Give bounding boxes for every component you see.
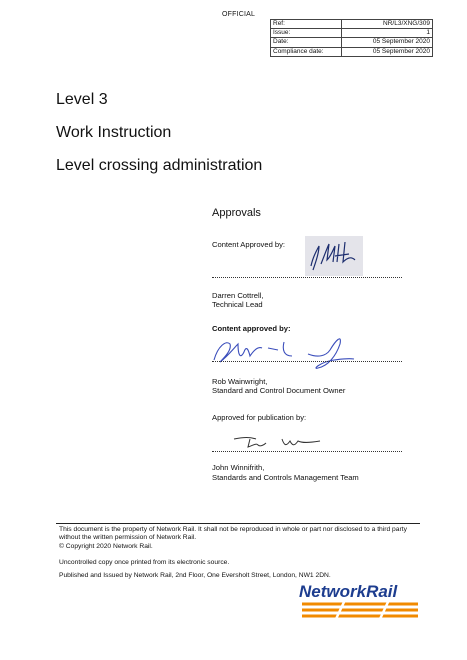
network-rail-logo-icon — [298, 580, 428, 620]
signature-line — [212, 277, 402, 278]
meta-value: 1 — [342, 29, 433, 38]
approver1-name: Darren Cottrell, — [212, 291, 264, 300]
meta-value: 05 September 2020 — [342, 38, 433, 47]
meta-row-date — [271, 38, 433, 47]
approver2-name: Rob Wainwright, — [212, 377, 268, 386]
document-type: Work Instruction — [56, 124, 172, 141]
approver2-role: Standard and Control Document Owner — [212, 386, 346, 395]
network-rail-logo — [298, 580, 428, 620]
meta-label: Compliance date: — [271, 47, 342, 56]
footer-rule — [56, 523, 420, 524]
meta-label: Issue: — [271, 29, 342, 38]
signature-line — [212, 451, 402, 452]
signature-icon — [230, 431, 325, 451]
document-level: Level 3 — [56, 91, 108, 108]
classification-label: OFFICIAL — [222, 11, 256, 18]
content-approved-label-2: Content approved by: — [212, 324, 291, 333]
publication-approved-label: Approved for publication by: — [212, 413, 307, 422]
document-title: Level crossing administration — [56, 157, 263, 174]
meta-row-ref — [271, 20, 433, 29]
signature-icon — [305, 236, 363, 276]
approvals-heading: Approvals — [212, 207, 261, 219]
meta-row-issue — [271, 29, 433, 38]
meta-row-compliance — [271, 47, 433, 56]
meta-label: Date: — [271, 38, 342, 47]
meta-label: Ref: — [271, 20, 342, 29]
approver1-role: Technical Lead — [212, 300, 263, 309]
approver3-name: John Winnifrith, — [212, 463, 265, 472]
signature-image-1 — [305, 236, 363, 276]
copyright-notice: © Copyright 2020 Network Rail. — [59, 543, 153, 550]
meta-value: NR/L3/XNG/309 — [342, 20, 433, 29]
property-notice: This document is the property of Network Rail. It shall not be reproduced in whole or part nor disclosed to a third party without the written permission of Network Rail. — [59, 526, 407, 542]
meta-value: 05 September 2020 — [342, 47, 433, 56]
signature-image-2 — [208, 326, 356, 374]
signature-line — [212, 361, 402, 362]
svg-text:NetworkRail: NetworkRail — [299, 582, 398, 601]
uncontrolled-notice: Uncontrolled copy once printed from its electronic source. — [59, 559, 230, 566]
signature-icon — [208, 326, 356, 374]
signature-image-3 — [230, 431, 325, 451]
published-notice: Published and Issued by Network Rail, 2nd Floor, One Eversholt Street, London, NW1 2DN. — [59, 572, 331, 579]
document-meta-table — [270, 19, 433, 57]
content-approved-label: Content Approved by: — [212, 240, 286, 249]
approver3-role: Standards and Controls Management Team — [212, 473, 359, 482]
